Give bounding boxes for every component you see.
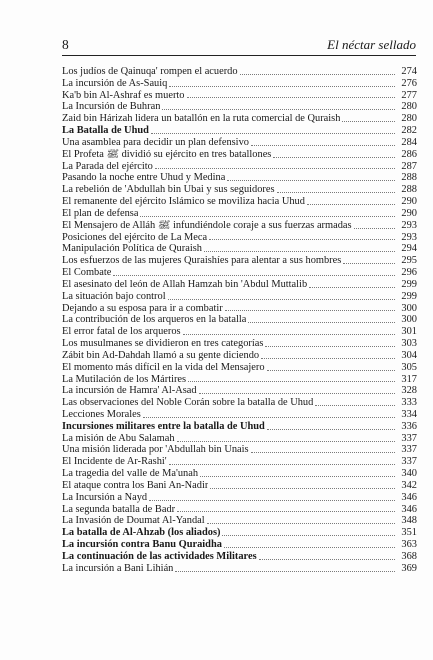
toc-entry [62, 362, 417, 374]
toc-entry-page: 305 [401, 361, 417, 373]
dot-leader [187, 97, 396, 98]
toc-entry-page: 294 [401, 243, 417, 255]
toc-entry-title: Lecciones Morales [62, 409, 141, 420]
toc-entry [62, 267, 417, 279]
toc-entry-page: 346 [401, 491, 417, 503]
toc-entry-page: 276 [401, 77, 417, 89]
toc-entry-title: El ataque contra los Bani An-Nadir [62, 479, 209, 491]
toc-entry-page: 286 [401, 148, 417, 160]
toc-entry-page: 337 [401, 432, 417, 444]
toc-entry [62, 78, 417, 90]
toc-entry [62, 350, 417, 362]
toc-entry-page: 293 [401, 219, 417, 231]
dot-leader [240, 74, 395, 75]
dot-leader [342, 121, 395, 122]
toc-entry-page: 288 [401, 172, 417, 184]
toc-entry-page: 340 [401, 468, 417, 480]
toc-entry-title: La Incursión de Buhran [62, 101, 161, 113]
toc-entry [62, 374, 417, 386]
toc-entry-title: Manipulación Política de Quraish [62, 243, 202, 255]
toc-entry-title: La segunda batalla de Badr [62, 503, 176, 515]
toc-entry [62, 90, 417, 102]
toc-entry-page: 296 [401, 267, 417, 279]
dot-leader [207, 523, 395, 524]
toc-entry-title: El plan de defensa [62, 207, 139, 219]
dot-leader [155, 168, 395, 169]
toc-entry [62, 480, 417, 492]
toc-entry-page: 282 [401, 125, 417, 137]
toc-entry-page: 290 [401, 196, 417, 208]
toc-entry [62, 515, 417, 527]
toc-entry-title: La incursión contra Banu Quraidha [62, 539, 222, 551]
toc-entry-title: La rebelión de 'Abdullah bin Ubai y sus seguidores [62, 184, 275, 196]
toc-entry [62, 468, 417, 480]
toc-entry-page: 300 [401, 314, 417, 326]
toc-entry-title: Las observaciones del Noble Corán sobre la batalla de Uhud [62, 397, 314, 409]
toc-entry-title: El Mensajero de Alláh ﷺ infundiéndole coraje a sus fuerzas armadas [62, 219, 352, 231]
toc-entry-title: Zábit bin Ad-Dahdah llamó a su gente diciendo [62, 349, 260, 361]
toc-entry [62, 527, 417, 539]
toc-entry-page: 342 [401, 479, 417, 491]
dot-leader [227, 180, 395, 181]
dot-leader [224, 547, 395, 548]
toc-entry-page: 293 [401, 231, 417, 243]
toc-entry [62, 113, 417, 125]
toc-entry-title: Ka'b bin Al-Ashraf es muerto [62, 89, 185, 101]
toc-entry-page: 280 [401, 101, 417, 113]
dot-leader [113, 275, 395, 276]
dot-leader [151, 133, 395, 134]
dot-leader [251, 145, 395, 146]
dot-leader [149, 500, 395, 501]
toc-entry-title: Los musulmanes se dividieron en tres categorías [62, 338, 264, 350]
toc-entry-page: 317 [401, 373, 417, 385]
dot-leader [140, 216, 395, 217]
toc-entry [62, 101, 417, 113]
toc-entry [62, 208, 417, 220]
toc-entry-title: Una misión liderada por 'Abdullah bin Unais [62, 444, 249, 456]
dot-leader [210, 488, 395, 489]
toc-entry-page: 280 [401, 113, 417, 125]
dot-leader [343, 263, 395, 264]
dot-leader [143, 417, 395, 418]
toc-entry [62, 161, 417, 173]
toc-entry [62, 433, 417, 445]
toc-entry-title: El Combate [62, 267, 112, 279]
toc-entry-title: Los judíos de Qainuqa' rompen el acuerdo [62, 65, 238, 77]
toc-entry [62, 137, 417, 149]
toc-entry-page: 351 [401, 527, 417, 539]
toc-entry-title: El Incidente de Ar-Rashi' [62, 456, 167, 468]
toc-entry-title: El error fatal de los arqueros [62, 326, 181, 338]
toc-entry-title: La situación bajo control [62, 290, 166, 302]
dot-leader [315, 405, 395, 406]
toc-entry [62, 196, 417, 208]
toc-entry [62, 397, 417, 409]
toc-entry-title: La Batalla de Uhud [62, 125, 149, 137]
toc-entry-title: Dejando a su esposa para ir a combatir [62, 302, 223, 314]
toc-entry-page: 299 [401, 278, 417, 290]
dot-leader [183, 334, 395, 335]
toc-entry-page: 303 [401, 338, 417, 350]
toc-entry [62, 243, 417, 255]
toc-entry [62, 255, 417, 267]
toc-entry [62, 421, 417, 433]
toc-entry-title: Los esfuerzos de las mujeres Quraishíes para alentar a sus hombres [62, 255, 342, 267]
toc-entry-title: El momento más difícil en la vida del Mensajero [62, 361, 265, 373]
toc-entry-title: La batalla de Al-Ahzab (los aliados) [62, 527, 221, 539]
toc-entry [62, 385, 417, 397]
toc-entry [62, 279, 417, 291]
toc-entry-title: La Parada del ejército [62, 160, 153, 172]
toc-entry-page: 295 [401, 255, 417, 267]
toc-entry-page: 299 [401, 290, 417, 302]
toc-entry-title: El asesinato del león de Allah Hamzah bin 'Abdul Muttalib [62, 278, 308, 290]
toc-entry-page: 348 [401, 515, 417, 527]
toc-entry-title: El Profeta ﷺ dividió su ejército en tres batallones [62, 148, 272, 160]
toc-entry [62, 445, 417, 457]
dot-leader [309, 287, 395, 288]
toc-entry-page: 328 [401, 385, 417, 397]
toc-entry [62, 232, 417, 244]
toc-entry-title: La incursión de As-Sauiq [62, 77, 168, 89]
dot-leader [277, 192, 395, 193]
book-title: El néctar sellado [327, 37, 416, 52]
toc-entry [62, 492, 417, 504]
dot-leader [169, 86, 395, 87]
dot-leader [225, 310, 395, 311]
toc-entry-page: 277 [401, 89, 417, 101]
toc-entry [62, 409, 417, 421]
dot-leader [261, 358, 395, 359]
toc-entry-page: 284 [401, 136, 417, 148]
toc-entry-title: La Invasión de Doumat Al-Yandal [62, 515, 205, 527]
toc-entry-title: La tragedia del valle de Ma'unah [62, 468, 199, 480]
dot-leader [200, 476, 395, 477]
toc-entry-page: 368 [401, 550, 417, 562]
toc-entry [62, 220, 417, 232]
toc-entry-page: 290 [401, 207, 417, 219]
toc-entry-page: 288 [401, 184, 417, 196]
dot-leader [169, 464, 395, 465]
page-number: 8 [62, 37, 69, 52]
dot-leader [175, 571, 395, 572]
toc-entry-page: 304 [401, 349, 417, 361]
toc-entry-page: 274 [401, 65, 417, 77]
toc-entry [62, 184, 417, 196]
dot-leader [248, 322, 395, 323]
toc-entry [62, 338, 417, 350]
dot-leader [267, 370, 395, 371]
toc-entry-title: El remanente del ejército Islámico se moviliza hacia Uhud [62, 196, 305, 208]
toc-entry [62, 539, 417, 551]
toc-entry-title: Una asamblea para decidir un plan defensivo [62, 136, 249, 148]
toc-entry-page: 346 [401, 503, 417, 515]
dot-leader [177, 511, 395, 512]
toc-entry-page: 363 [401, 539, 417, 551]
dot-leader [177, 441, 395, 442]
dot-leader [162, 109, 395, 110]
dot-leader [267, 429, 395, 430]
toc-entry-title: La Mutilación de los Mártires [62, 373, 187, 385]
toc-entry [62, 314, 417, 326]
dot-leader [188, 381, 395, 382]
dot-leader [168, 299, 395, 300]
toc-entry [62, 326, 417, 338]
dot-leader [251, 452, 395, 453]
dot-leader [199, 393, 395, 394]
dot-leader [307, 204, 395, 205]
toc-entry-title: Incursiones militares entre la batalla de Uhud [62, 420, 265, 432]
toc-entry [62, 551, 417, 563]
toc-entry [62, 66, 417, 78]
toc-entry [62, 149, 417, 161]
toc-entry [62, 563, 417, 575]
table-of-contents [62, 66, 417, 575]
toc-entry [62, 303, 417, 315]
toc-entry [62, 456, 417, 468]
toc-entry-title: La contribución de los arqueros en la batalla [62, 314, 247, 326]
dot-leader [273, 157, 395, 158]
toc-entry-page: 337 [401, 444, 417, 456]
toc-entry [62, 291, 417, 303]
toc-entry-title: La incursión a Bani Lihián [62, 562, 174, 574]
toc-entry-page: 369 [401, 562, 417, 574]
dot-leader [209, 239, 395, 240]
toc-entry [62, 172, 417, 184]
running-header [62, 33, 416, 56]
dot-leader [204, 251, 395, 252]
toc-entry-page: 336 [401, 420, 417, 432]
toc-entry-page: 301 [401, 326, 417, 338]
dot-leader [259, 559, 395, 560]
toc-entry-page: 334 [401, 409, 417, 420]
toc-entry-title: Zaid bin Hárizah lidera un batallón en la ruta comercial de Quraish [62, 113, 341, 125]
toc-entry-title: La continuación de las actividades Militares [62, 550, 257, 562]
dot-leader [222, 535, 395, 536]
toc-entry-page: 333 [401, 397, 417, 409]
toc-entry [62, 125, 417, 137]
toc-entry-title: La misión de Abu Salamah [62, 432, 175, 444]
toc-entry-title: Pasando la noche entre Uhud y Medina [62, 172, 226, 184]
toc-entry-title: La Incursión a Nayd [62, 491, 148, 503]
toc-entry-title: La incursión de Hamra' Al-Asad [62, 385, 197, 397]
dot-leader [354, 228, 395, 229]
toc-entry-page: 287 [401, 160, 417, 172]
toc-entry-page: 300 [401, 302, 417, 314]
toc-entry-title: Posiciones del ejército de La Meca [62, 231, 208, 243]
dot-leader [265, 346, 395, 347]
toc-entry [62, 504, 417, 516]
toc-entry-page: 337 [401, 456, 417, 468]
